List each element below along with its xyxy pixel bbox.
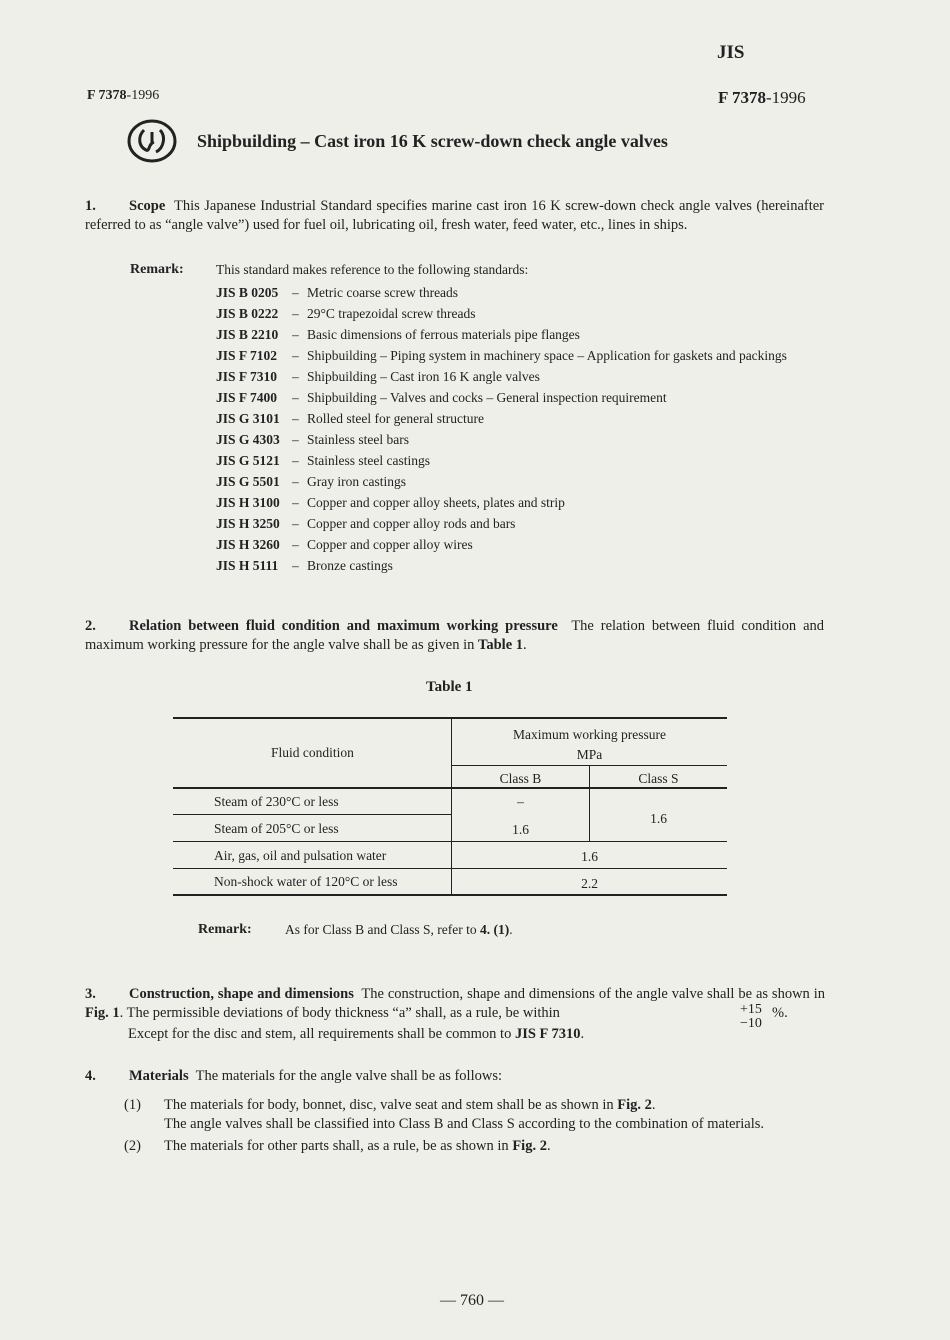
item-1-end: . xyxy=(651,1097,656,1113)
dash: – xyxy=(292,306,299,321)
section-3-line-2-end: . xyxy=(580,1026,585,1042)
standard-code: JIS F 7102 xyxy=(216,348,278,363)
code-left-prefix: F 7378 xyxy=(87,88,127,103)
dash: – xyxy=(292,537,299,552)
row-4-value: 2.2 xyxy=(581,876,598,891)
code-left-year: -1996 xyxy=(126,88,160,103)
section-1-heading: Scope xyxy=(129,198,166,214)
table-rule-header xyxy=(173,787,727,789)
dash: – xyxy=(292,348,299,363)
table-remark-ref: 4. (1) xyxy=(479,922,510,937)
dash: – xyxy=(292,453,299,468)
section-4-heading: Materials xyxy=(129,1068,189,1084)
section-2-text-end: . xyxy=(523,637,527,653)
dash: – xyxy=(292,411,299,426)
standard-title: Shipbuilding – Valves and cocks – General inspection requirement xyxy=(307,390,667,405)
standard-title: Shipbuilding – Cast iron 16 K angle valves xyxy=(307,369,540,384)
table-1 xyxy=(173,717,727,897)
standard-code: JIS H 3260 xyxy=(216,537,280,552)
item-1-ref: Fig. 2 xyxy=(617,1097,652,1113)
section-3-line-2-ref: JIS F 7310 xyxy=(514,1026,581,1042)
standard-code: JIS G 3101 xyxy=(216,411,280,426)
standard-code: JIS G 5121 xyxy=(216,453,280,468)
section-3-line-2 xyxy=(128,1026,584,1043)
standard-title: Basic dimensions of ferrous materials pipe flanges xyxy=(307,327,580,342)
item-2-text: The materials for other parts shall, as a rule, be as shown in xyxy=(164,1138,513,1154)
tolerance-unit: %. xyxy=(772,1005,788,1021)
standard-code: JIS F 7400 xyxy=(216,390,278,405)
standard-code: JIS G 4303 xyxy=(216,432,280,447)
standard-title: 29°C trapezoidal screw threads xyxy=(307,306,476,321)
standard-title: Copper and copper alloy wires xyxy=(307,537,473,552)
referenced-standards-list xyxy=(216,282,823,576)
dash: – xyxy=(292,474,299,489)
section-4-item-2 xyxy=(124,1138,551,1155)
dash: – xyxy=(292,369,299,384)
table-rule-row2 xyxy=(173,841,727,842)
table-remark-end: . xyxy=(509,922,513,937)
header-fluid-condition: Fluid condition xyxy=(271,745,354,760)
section-2-heading: Relation between fluid condition and maximum working pressure xyxy=(129,618,558,634)
standard-code: JIS H 3100 xyxy=(216,495,280,510)
table-caption: Table 1 xyxy=(426,679,473,695)
section-3-line-2-text: Except for the disc and stem, all requirements shall be common to xyxy=(128,1026,515,1042)
document-title: Shipbuilding – Cast iron 16 K screw-down check angle valves xyxy=(197,131,668,151)
referenced-standard xyxy=(216,492,823,513)
item-1-number: (1) xyxy=(124,1097,141,1113)
header-class-b: Class B xyxy=(499,771,542,786)
row-1-class-b: – xyxy=(517,794,524,809)
section-3-text: The construction, shape and dimensions of the angle valve shall be as shown in xyxy=(361,986,825,1002)
row-4-fluid: Non-shock water of 120°C or less xyxy=(214,874,398,889)
jis-logo-icon xyxy=(126,118,178,164)
table-remark-body: As for Class B and Class S, refer to xyxy=(285,922,480,937)
section-1-scope xyxy=(85,197,824,235)
dash: – xyxy=(292,285,299,300)
section-3 xyxy=(85,985,825,1023)
standard-code: JIS H 5111 xyxy=(216,558,279,573)
jis-mark: JIS xyxy=(717,42,745,63)
tolerance xyxy=(740,1003,762,1031)
referenced-standard xyxy=(216,450,823,471)
standard-title: Copper and copper alloy rods and bars xyxy=(307,516,516,531)
row-2-class-b: 1.6 xyxy=(512,822,529,837)
dash: – xyxy=(292,516,299,531)
remark-label: Remark: xyxy=(130,262,184,277)
class-s-merged-value: 1.6 xyxy=(650,811,667,826)
remark-intro: This standard makes reference to the following standards: xyxy=(216,262,529,277)
item-2-ref: Fig. 2 xyxy=(512,1138,547,1154)
standard-code: JIS H 3250 xyxy=(216,516,280,531)
code-right-prefix: F 7378 xyxy=(718,88,767,107)
section-1-text: This Japanese Industrial Standard specifies marine cast iron 16 K screw-down check angle valves (hereinafter referred to as “angle valve”) used for fuel oil, lubricating oil, fresh water, feed water, etc., lines in ships. xyxy=(85,198,824,233)
section-2-table-ref: Table 1 xyxy=(478,637,524,653)
header-unit: MPa xyxy=(576,747,603,762)
table-rule-bottom xyxy=(173,894,727,896)
referenced-standard xyxy=(216,555,823,576)
standard-code: JIS B 0222 xyxy=(216,306,279,321)
referenced-standard xyxy=(216,282,823,303)
standard-title: Stainless steel bars xyxy=(307,432,409,447)
referenced-standard xyxy=(216,513,823,534)
row-3-fluid: Air, gas, oil and pulsation water xyxy=(214,848,387,863)
section-3-number: 3. xyxy=(85,986,96,1002)
referenced-standard xyxy=(216,534,823,555)
table-rule-row1 xyxy=(173,814,452,815)
section-1-number: 1. xyxy=(85,198,96,214)
standard-code-left xyxy=(87,88,159,104)
table-rule-row3 xyxy=(173,868,727,869)
section-4-number: 4. xyxy=(85,1068,96,1084)
standard-code: JIS G 5501 xyxy=(216,474,280,489)
table-remark-text xyxy=(285,922,513,938)
referenced-standard xyxy=(216,471,823,492)
referenced-standard xyxy=(216,408,823,429)
code-right-year: -1996 xyxy=(766,88,806,107)
standard-title: Bronze castings xyxy=(307,558,393,573)
row-2-fluid: Steam of 205°C or less xyxy=(214,821,339,836)
section-3-heading: Construction, shape and dimensions xyxy=(129,986,354,1002)
tolerance-plus: +15 xyxy=(740,1002,762,1017)
dash: – xyxy=(292,558,299,573)
section-4-text: The materials for the angle valve shall be as follows: xyxy=(195,1068,503,1084)
dash: – xyxy=(292,327,299,342)
referenced-standard xyxy=(216,366,823,387)
section-4 xyxy=(85,1068,502,1085)
standard-title: Metric coarse screw threads xyxy=(307,285,459,300)
standard-code: JIS B 2210 xyxy=(216,327,279,342)
item-1-text: The materials for body, bonnet, disc, valve seat and stem shall be as shown in xyxy=(164,1097,618,1113)
section-2-number: 2. xyxy=(85,618,96,634)
standard-title: Stainless steel castings xyxy=(307,453,430,468)
standard-code: JIS B 0205 xyxy=(216,285,279,300)
section-3-text-cont: . The permissible deviations of body thickness “a” shall, as a rule, be within xyxy=(119,1005,560,1021)
referenced-standard xyxy=(216,345,823,366)
section-2-text: The relation between fluid condition and maximum working pressure for the angle valve shall be as given in xyxy=(85,618,825,653)
standard-title: Gray iron castings xyxy=(307,474,406,489)
item-2-number: (2) xyxy=(124,1138,141,1154)
dash: – xyxy=(292,390,299,405)
dash: – xyxy=(292,495,299,510)
standard-title: Rolled steel for general structure xyxy=(307,411,484,426)
table-remark-label: Remark: xyxy=(198,922,252,937)
standard-code-right xyxy=(718,88,806,108)
row-3-value: 1.6 xyxy=(581,849,598,864)
section-3-fig-ref: Fig. 1 xyxy=(85,1005,120,1021)
page-number: — 760 — xyxy=(440,1292,504,1309)
standard-title: Shipbuilding – Piping system in machinery space – Application for gaskets and packings xyxy=(307,348,787,363)
header-class-s: Class S xyxy=(638,771,679,786)
referenced-standard xyxy=(216,429,823,450)
standard-title: Copper and copper alloy sheets, plates and strip xyxy=(307,495,565,510)
row-1-fluid: Steam of 230°C or less xyxy=(214,794,339,809)
section-2 xyxy=(85,617,824,655)
item-2-end: . xyxy=(546,1138,551,1154)
header-max-pressure: Maximum working pressure xyxy=(513,727,666,742)
dash: – xyxy=(292,432,299,447)
section-4-item-1-line-2: The angle valves shall be classified into Class B and Class S according to the combination of materials. xyxy=(164,1116,765,1132)
referenced-standard xyxy=(216,387,823,408)
referenced-standard xyxy=(216,303,823,324)
standard-code: JIS F 7310 xyxy=(216,369,278,384)
tolerance-minus: −10 xyxy=(740,1016,762,1031)
table-rule-top xyxy=(173,717,727,719)
referenced-standard xyxy=(216,324,823,345)
section-4-item-1 xyxy=(124,1097,656,1114)
